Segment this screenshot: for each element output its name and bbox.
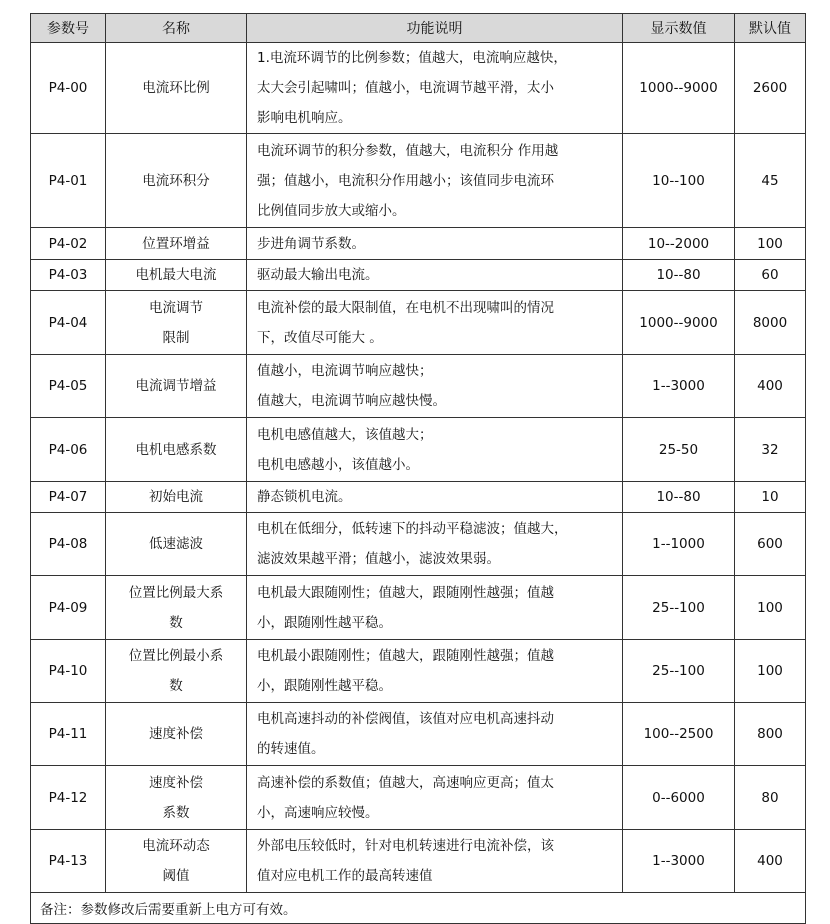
param-default: 80 (735, 766, 806, 830)
param-default: 100 (735, 576, 806, 640)
param-description-line: 电机电感越小，该值越小。 (257, 456, 419, 473)
param-description-line: 高速补偿的系数值；值越大，高速响应更高；值太 (257, 774, 554, 791)
param-name (106, 291, 247, 355)
param-default: 400 (735, 355, 806, 418)
param-name-line: 电流调节 (149, 299, 203, 316)
table-row (31, 291, 806, 355)
table-row (31, 482, 806, 513)
param-description (247, 482, 623, 513)
param-range: 1--3000 (623, 830, 735, 893)
param-name-line: 初始电流 (149, 489, 203, 505)
param-range: 1--1000 (623, 513, 735, 576)
table-row (31, 134, 806, 228)
param-code: P4-09 (31, 576, 106, 640)
param-description-line: 电机最大跟随刚性；值越大，跟随刚性越强；值越 (257, 584, 554, 601)
param-name (106, 482, 247, 513)
param-description (247, 830, 623, 893)
param-description (247, 703, 623, 766)
param-name-line: 电机最大电流 (135, 267, 217, 283)
param-code: P4-05 (31, 355, 106, 418)
param-range: 0--6000 (623, 766, 735, 830)
table-row (31, 513, 806, 576)
param-description-line: 电机在低细分，低转速下的抖动平稳滤波；值越大， (257, 521, 568, 537)
param-description-line: 小，跟随刚性越平稳。 (257, 678, 392, 694)
param-name (106, 513, 247, 576)
header-name: 名称 (106, 14, 247, 43)
param-name-line: 位置环增益 (142, 235, 210, 252)
param-name (106, 766, 247, 830)
param-name-line: 电机电感系数 (135, 441, 217, 458)
param-default: 100 (735, 640, 806, 703)
param-description-line: 的转速值。 (257, 741, 325, 757)
param-range: 10--80 (623, 482, 735, 513)
param-range: 100--2500 (623, 703, 735, 766)
param-default: 32 (735, 418, 806, 482)
param-description-line: 电机电感值越大，该值越大； (257, 426, 433, 443)
table-row (31, 703, 806, 766)
parameter-table (30, 13, 806, 924)
param-description (247, 134, 623, 228)
param-range: 1--3000 (623, 355, 735, 418)
param-description-line: 强；值越小，电流积分作用越小；该值同步电流环 (257, 172, 554, 189)
param-range: 25--100 (623, 640, 735, 703)
param-name-line: 电流环积分 (142, 172, 210, 189)
param-range: 25-50 (623, 418, 735, 482)
param-name-line: 位置比例最大系 (128, 584, 224, 601)
param-table-container (30, 13, 805, 924)
param-description-line: 小，跟随刚性越平稳。 (257, 614, 392, 631)
param-description-line: 步进角调节系数。 (257, 235, 365, 252)
header-description: 功能说明 (247, 14, 623, 43)
param-name (106, 830, 247, 893)
param-description-line: 静态锁机电流。 (257, 489, 352, 505)
header-default: 默认值 (735, 14, 806, 43)
param-description-line: 比例值同步放大或缩小。 (257, 202, 406, 219)
param-default: 600 (735, 513, 806, 576)
param-default: 100 (735, 228, 806, 260)
param-default: 400 (735, 830, 806, 893)
param-name-line: 速度补偿 (149, 774, 203, 791)
param-description-line: 驱动最大输出电流。 (257, 267, 379, 283)
param-code: P4-03 (31, 260, 106, 291)
param-default: 2600 (735, 43, 806, 134)
param-name-line: 数 (169, 678, 183, 694)
param-description (247, 291, 623, 355)
table-header-row (31, 14, 806, 43)
param-default: 45 (735, 134, 806, 228)
param-description-line: 外部电压较低时，针对电机转速进行电流补偿，该 (257, 838, 554, 854)
param-name (106, 576, 247, 640)
param-name-line: 阈值 (162, 868, 190, 884)
param-range: 10--100 (623, 134, 735, 228)
param-name-line: 位置比例最小系 (128, 648, 224, 664)
param-description (247, 355, 623, 418)
note-row (31, 893, 806, 924)
param-description-line: 1.电流环调节的比例参数；值越大，电流响应越快， (257, 50, 567, 66)
param-description-line: 电机高速抖动的补偿阀值，该值对应电机高速抖动 (257, 711, 554, 727)
param-code: P4-08 (31, 513, 106, 576)
param-name (106, 260, 247, 291)
param-description-line: 太大会引起啸叫；值越小，电流调节越平滑，太小 (257, 80, 554, 96)
param-name (106, 640, 247, 703)
param-default: 10 (735, 482, 806, 513)
param-description-line: 滤波效果越平滑；值越小，滤波效果弱。 (257, 551, 500, 567)
param-name-line: 系数 (162, 804, 190, 821)
param-name (106, 418, 247, 482)
table-row (31, 260, 806, 291)
param-name-line: 电流环比例 (142, 80, 210, 96)
table-row (31, 418, 806, 482)
header-param-no: 参数号 (31, 14, 106, 43)
param-description-line: 小，高速响应较慢。 (257, 804, 379, 821)
param-description (247, 260, 623, 291)
param-code: P4-13 (31, 830, 106, 893)
param-code: P4-06 (31, 418, 106, 482)
param-code: P4-04 (31, 291, 106, 355)
param-name-line: 电流调节增益 (135, 378, 217, 394)
param-description (247, 43, 623, 134)
param-name (106, 703, 247, 766)
param-name-line: 低速滤波 (149, 536, 203, 552)
param-description (247, 576, 623, 640)
param-code: P4-07 (31, 482, 106, 513)
param-description-line: 影响电机响应。 (257, 110, 352, 126)
param-description-line: 下，改值尽可能大 。 (257, 329, 383, 346)
param-name-line: 限制 (162, 329, 190, 346)
param-description-line: 值对应电机工作的最高转速值 (257, 868, 433, 884)
param-code: P4-00 (31, 43, 106, 134)
param-code: P4-12 (31, 766, 106, 830)
param-name-line: 电流环动态 (142, 838, 210, 854)
table-row (31, 830, 806, 893)
param-default: 60 (735, 260, 806, 291)
param-name (106, 355, 247, 418)
param-description-line: 值越大，电流调节响应越快慢。 (257, 393, 446, 409)
param-code: P4-02 (31, 228, 106, 260)
param-name (106, 43, 247, 134)
param-range: 1000--9000 (623, 291, 735, 355)
table-row (31, 355, 806, 418)
param-default: 8000 (735, 291, 806, 355)
param-default: 800 (735, 703, 806, 766)
param-code: P4-11 (31, 703, 106, 766)
param-name-line: 速度补偿 (149, 726, 203, 742)
param-name (106, 228, 247, 260)
header-range: 显示数值 (623, 14, 735, 43)
table-row (31, 43, 806, 134)
param-description (247, 418, 623, 482)
table-body (31, 43, 806, 893)
param-range: 1000--9000 (623, 43, 735, 134)
param-range: 10--2000 (623, 228, 735, 260)
param-description-line: 值越小，电流调节响应越快； (257, 363, 433, 379)
table-row (31, 766, 806, 830)
param-code: P4-01 (31, 134, 106, 228)
param-name-line: 数 (169, 614, 183, 631)
param-name (106, 134, 247, 228)
table-row (31, 640, 806, 703)
table-row (31, 576, 806, 640)
param-description-line: 电机最小跟随刚性；值越大，跟随刚性越强；值越 (257, 648, 554, 664)
param-range: 10--80 (623, 260, 735, 291)
param-description-line: 电流环调节的积分参数，值越大，电流积分 作用越 (257, 142, 559, 159)
param-range: 25--100 (623, 576, 735, 640)
table-row (31, 228, 806, 260)
param-description (247, 228, 623, 260)
param-description-line: 电流补偿的最大限制值，在电机不出现啸叫的情况 (257, 299, 554, 316)
param-description (247, 640, 623, 703)
param-code: P4-10 (31, 640, 106, 703)
param-description (247, 513, 623, 576)
note-text: 备注：参数修改后需要重新上电方可有效。 (31, 893, 806, 924)
param-description (247, 766, 623, 830)
